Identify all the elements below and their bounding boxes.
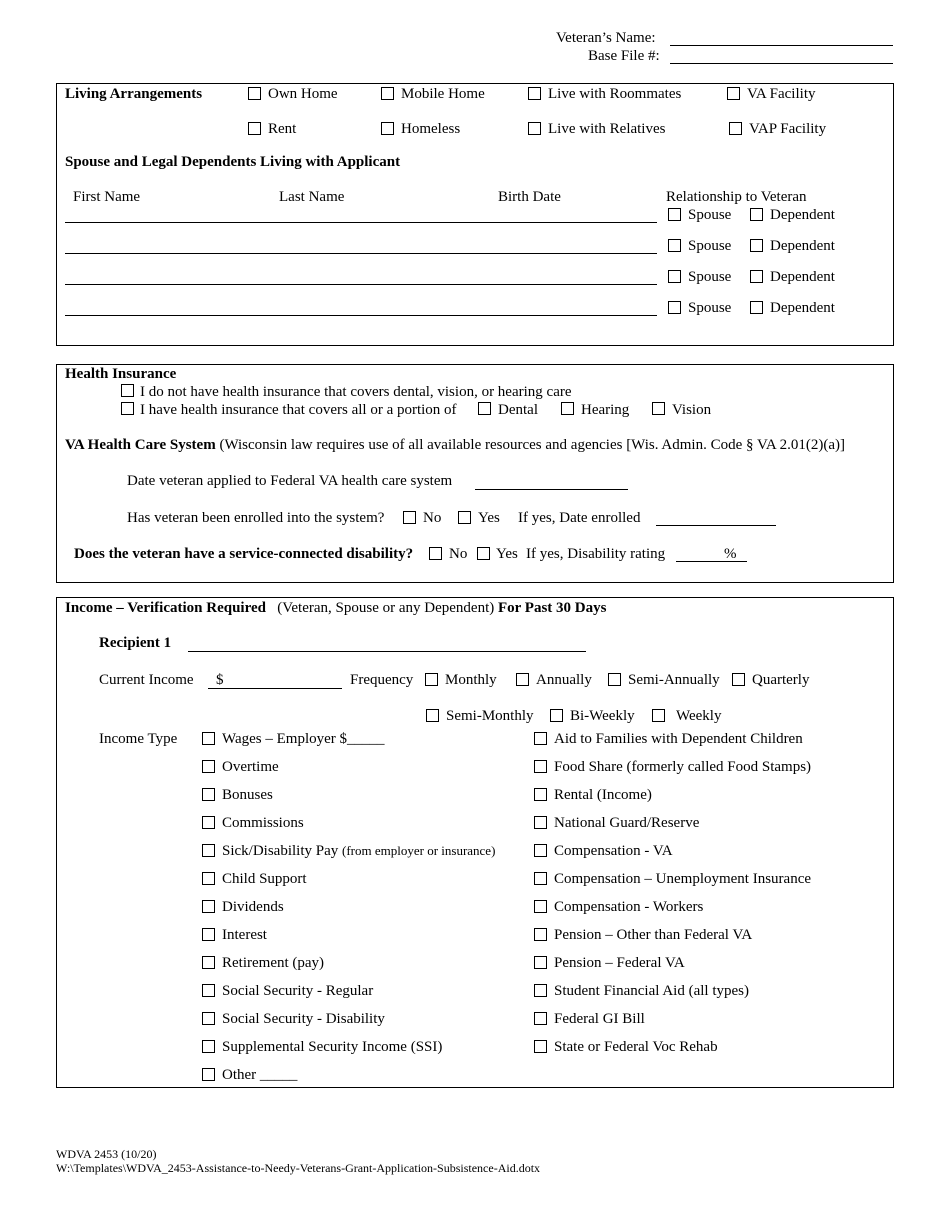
enrolled-question: Has veteran been enrolled into the system? bbox=[127, 510, 385, 526]
enrolled-date-field[interactable] bbox=[656, 525, 776, 526]
no-insurance-checkbox[interactable] bbox=[121, 384, 134, 397]
rent-checkbox[interactable] bbox=[248, 122, 261, 135]
row4-spouse-label: Spouse bbox=[688, 300, 732, 316]
overtime-label: Overtime bbox=[222, 759, 279, 775]
disability-question: Does the veteran have a service-connected disability? bbox=[74, 546, 414, 562]
row2-spouse-label: Spouse bbox=[688, 238, 732, 254]
rental-checkbox[interactable] bbox=[534, 788, 547, 801]
ss-disability-label: Social Security - Disability bbox=[222, 1011, 385, 1027]
gi-bill-checkbox[interactable] bbox=[534, 1012, 547, 1025]
pension-federal-checkbox[interactable] bbox=[534, 956, 547, 969]
afdc-checkbox[interactable] bbox=[534, 732, 547, 745]
semi-annually-label: Semi-Annually bbox=[628, 672, 720, 688]
sick-disability-checkbox[interactable] bbox=[202, 844, 215, 857]
voc-rehab-checkbox[interactable] bbox=[534, 1040, 547, 1053]
recipient-label: Recipient 1 bbox=[99, 635, 172, 651]
form-id: WDVA 2453 (10/20) bbox=[56, 1147, 157, 1161]
live-with-roommates-label: Live with Roommates bbox=[548, 86, 682, 102]
va-facility-label: VA Facility bbox=[747, 86, 816, 102]
disability-rating-label: If yes, Disability rating bbox=[526, 546, 666, 562]
bonuses-checkbox[interactable] bbox=[202, 788, 215, 801]
date-applied-label: Date veteran applied to Federal VA health care system bbox=[127, 473, 453, 489]
national-guard-label: National Guard/Reserve bbox=[554, 815, 700, 831]
enrolled-yes-label: Yes bbox=[478, 510, 500, 526]
voc-rehab-label: State or Federal Voc Rehab bbox=[554, 1039, 718, 1055]
food-share-label: Food Share (formerly called Food Stamps) bbox=[554, 759, 812, 775]
ssi-checkbox[interactable] bbox=[202, 1040, 215, 1053]
mobile-home-checkbox[interactable] bbox=[381, 87, 394, 100]
vap-facility-label: VAP Facility bbox=[749, 121, 827, 137]
annually-checkbox[interactable] bbox=[516, 673, 529, 686]
has-insurance-checkbox[interactable] bbox=[121, 402, 134, 415]
template-path: W:\Templates\WDVA_2453-Assistance-to-Needy-Veterans-Grant-Application-Subsistence-Aid.dotx bbox=[56, 1161, 541, 1175]
vap-facility-checkbox[interactable] bbox=[729, 122, 742, 135]
row2-spouse-checkbox[interactable] bbox=[668, 239, 681, 252]
mobile-home-label: Mobile Home bbox=[401, 86, 485, 102]
veteran-name-field[interactable] bbox=[670, 45, 893, 46]
enrolled-no-label: No bbox=[423, 510, 442, 526]
semi-monthly-checkbox[interactable] bbox=[426, 709, 439, 722]
ss-regular-checkbox[interactable] bbox=[202, 984, 215, 997]
row2-dependent-label: Dependent bbox=[770, 238, 835, 254]
comp-unemployment-checkbox[interactable] bbox=[534, 872, 547, 885]
disability-no-label: No bbox=[449, 546, 468, 562]
income-title bbox=[65, 601, 606, 616]
row3-spouse-checkbox[interactable] bbox=[668, 270, 681, 283]
enrolled-no-checkbox[interactable] bbox=[403, 511, 416, 524]
live-with-relatives-label: Live with Relatives bbox=[548, 121, 666, 137]
base-file-field[interactable] bbox=[670, 63, 893, 64]
rental-label: Rental (Income) bbox=[554, 787, 652, 803]
sick-disability-text: Sick/Disability Pay bbox=[222, 843, 339, 859]
enrolled-date-label: If yes, Date enrolled bbox=[518, 510, 641, 526]
va-system-bold: VA Health Care System bbox=[65, 437, 216, 453]
weekly-checkbox[interactable] bbox=[652, 709, 665, 722]
student-aid-label: Student Financial Aid (all types) bbox=[554, 983, 749, 999]
row4-dependent-checkbox[interactable] bbox=[750, 301, 763, 314]
base-file-label: Base File #: bbox=[588, 48, 660, 64]
comp-workers-label: Compensation - Workers bbox=[554, 899, 704, 915]
col-birth-date: Birth Date bbox=[498, 189, 561, 205]
bonuses-label: Bonuses bbox=[222, 787, 273, 803]
rent-label: Rent bbox=[268, 121, 297, 137]
homeless-label: Homeless bbox=[401, 121, 461, 137]
wages-checkbox[interactable] bbox=[202, 732, 215, 745]
commissions-checkbox[interactable] bbox=[202, 816, 215, 829]
dependent-row-4-line[interactable] bbox=[65, 315, 657, 316]
row2-dependent-checkbox[interactable] bbox=[750, 239, 763, 252]
health-insurance-title: Health Insurance bbox=[65, 366, 177, 382]
row3-dependent-checkbox[interactable] bbox=[750, 270, 763, 283]
annually-label: Annually bbox=[536, 672, 592, 688]
own-home-checkbox[interactable] bbox=[248, 87, 261, 100]
current-income-field[interactable] bbox=[208, 688, 342, 689]
veteran-name-label: Veteran’s Name: bbox=[556, 30, 656, 46]
child-support-label: Child Support bbox=[222, 871, 307, 887]
ssi-label: Supplemental Security Income (SSI) bbox=[222, 1039, 443, 1055]
row1-dependent-checkbox[interactable] bbox=[750, 208, 763, 221]
food-share-checkbox[interactable] bbox=[534, 760, 547, 773]
dependent-row-2-line[interactable] bbox=[65, 253, 657, 254]
interest-checkbox[interactable] bbox=[202, 928, 215, 941]
dental-label: Dental bbox=[498, 402, 538, 418]
dividends-label: Dividends bbox=[222, 899, 284, 915]
live-with-roommates-checkbox[interactable] bbox=[528, 87, 541, 100]
dependents-title: Spouse and Legal Dependents Living with Applicant bbox=[65, 154, 401, 170]
enrolled-yes-checkbox[interactable] bbox=[458, 511, 471, 524]
comp-workers-checkbox[interactable] bbox=[534, 900, 547, 913]
pension-federal-label: Pension – Federal VA bbox=[554, 955, 685, 971]
afdc-label: Aid to Families with Dependent Children bbox=[554, 731, 803, 747]
row4-dependent-label: Dependent bbox=[770, 300, 835, 316]
dependent-row-1-line[interactable] bbox=[65, 222, 657, 223]
sick-disability-label bbox=[222, 844, 495, 859]
hearing-checkbox[interactable] bbox=[561, 402, 574, 415]
living-arrangements-title: Living Arrangements bbox=[65, 86, 203, 102]
student-aid-checkbox[interactable] bbox=[534, 984, 547, 997]
vision-checkbox[interactable] bbox=[652, 402, 665, 415]
quarterly-label: Quarterly bbox=[752, 672, 810, 688]
semi-monthly-label: Semi-Monthly bbox=[446, 708, 534, 724]
recipient-field[interactable] bbox=[188, 651, 586, 652]
commissions-label: Commissions bbox=[222, 815, 304, 831]
row3-dependent-label: Dependent bbox=[770, 269, 835, 285]
interest-label: Interest bbox=[222, 927, 267, 943]
income-title-end: For Past 30 Days bbox=[497, 600, 607, 616]
date-applied-field[interactable] bbox=[475, 489, 628, 490]
sick-disability-note: (from employer or insurance) bbox=[342, 843, 496, 858]
hearing-label: Hearing bbox=[581, 402, 630, 418]
monthly-checkbox[interactable] bbox=[425, 673, 438, 686]
other-checkbox[interactable] bbox=[202, 1068, 215, 1081]
row1-spouse-label: Spouse bbox=[688, 207, 732, 223]
national-guard-checkbox[interactable] bbox=[534, 816, 547, 829]
col-last-name: Last Name bbox=[279, 189, 345, 205]
other-label: Other _____ bbox=[222, 1067, 298, 1083]
quarterly-checkbox[interactable] bbox=[732, 673, 745, 686]
overtime-checkbox[interactable] bbox=[202, 760, 215, 773]
has-insurance-label: I have health insurance that covers all or a portion of bbox=[140, 402, 457, 418]
live-with-relatives-checkbox[interactable] bbox=[528, 122, 541, 135]
income-title-mid: (Veteran, Spouse or any Dependent) bbox=[277, 600, 495, 616]
row1-dependent-label: Dependent bbox=[770, 207, 835, 223]
child-support-checkbox[interactable] bbox=[202, 872, 215, 885]
row1-spouse-checkbox[interactable] bbox=[668, 208, 681, 221]
semi-annually-checkbox[interactable] bbox=[608, 673, 621, 686]
comp-va-checkbox[interactable] bbox=[534, 844, 547, 857]
wages-label: Wages – Employer $_____ bbox=[222, 731, 385, 747]
disability-no-checkbox[interactable] bbox=[429, 547, 442, 560]
row3-spouse-label: Spouse bbox=[688, 269, 732, 285]
col-first-name: First Name bbox=[73, 189, 141, 205]
col-relationship: Relationship to Veteran bbox=[666, 189, 807, 205]
frequency-label: Frequency bbox=[350, 672, 414, 688]
dividends-checkbox[interactable] bbox=[202, 900, 215, 913]
bi-weekly-checkbox[interactable] bbox=[550, 709, 563, 722]
retirement-label: Retirement (pay) bbox=[222, 955, 325, 971]
vision-label: Vision bbox=[672, 402, 712, 418]
monthly-label: Monthly bbox=[445, 672, 497, 688]
ss-regular-label: Social Security - Regular bbox=[222, 983, 374, 999]
weekly-label: Weekly bbox=[676, 708, 722, 724]
gi-bill-label: Federal GI Bill bbox=[554, 1011, 645, 1027]
disability-yes-label: Yes bbox=[496, 546, 518, 562]
va-system-line bbox=[65, 438, 845, 453]
dental-checkbox[interactable] bbox=[478, 402, 491, 415]
percent-sign: % bbox=[724, 546, 737, 562]
disability-yes-checkbox[interactable] bbox=[477, 547, 490, 560]
row4-spouse-checkbox[interactable] bbox=[668, 301, 681, 314]
no-insurance-label: I do not have health insurance that covers dental, vision, or hearing care bbox=[140, 384, 572, 400]
income-type-label: Income Type bbox=[99, 731, 178, 747]
va-system-text: (Wisconsin law requires use of all available resources and agencies [Wis. Admin. Code § VA 2.01(2)(a)] bbox=[219, 437, 846, 453]
homeless-checkbox[interactable] bbox=[381, 122, 394, 135]
current-income-label: Current Income bbox=[99, 672, 194, 688]
ss-disability-checkbox[interactable] bbox=[202, 1012, 215, 1025]
comp-va-label: Compensation - VA bbox=[554, 843, 673, 859]
pension-other-checkbox[interactable] bbox=[534, 928, 547, 941]
pension-other-label: Pension – Other than Federal VA bbox=[554, 927, 753, 943]
retirement-checkbox[interactable] bbox=[202, 956, 215, 969]
bi-weekly-label: Bi-Weekly bbox=[570, 708, 635, 724]
dependent-row-3-line[interactable] bbox=[65, 284, 657, 285]
dollar-sign: $ bbox=[216, 672, 224, 688]
own-home-label: Own Home bbox=[268, 86, 338, 102]
income-title-bold: Income – Verification Required bbox=[65, 600, 266, 616]
va-facility-checkbox[interactable] bbox=[727, 87, 740, 100]
comp-unemployment-label: Compensation – Unemployment Insurance bbox=[554, 871, 812, 887]
